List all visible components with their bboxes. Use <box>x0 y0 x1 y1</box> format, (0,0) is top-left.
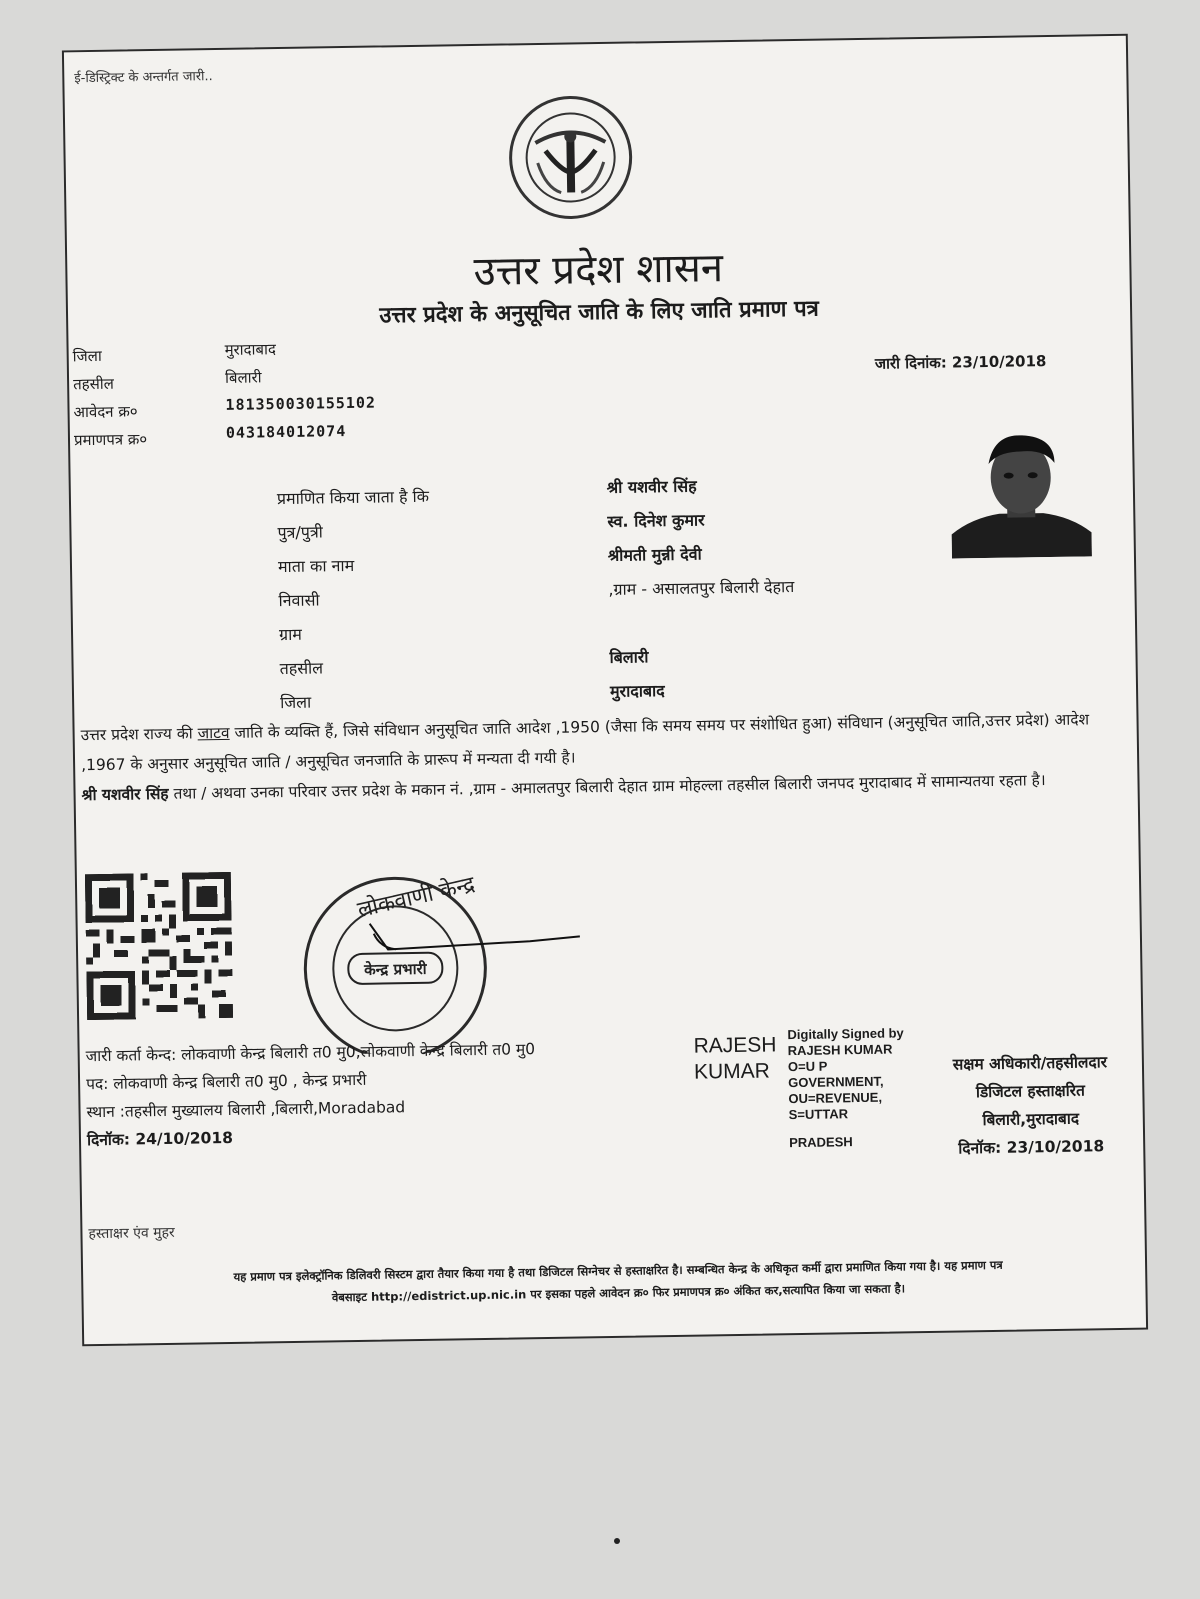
field-value-mother: श्रीमती मुन्नी देवी <box>607 544 702 565</box>
meta-label-certificate-no: प्रमाणपत्र क्र० <box>73 430 148 450</box>
issuer-place: स्थान :तहसील मुख्यालय बिलारी ,बिलारी,Moradabad <box>86 1098 406 1122</box>
field-value-name: श्री यशवीर सिंह <box>606 476 697 497</box>
officer-title: सक्षम अधिकारी/तहसीलदार <box>952 1053 1108 1074</box>
field-label-district: जिला <box>280 692 312 713</box>
meta-value-district: मुरादाबाद <box>224 340 277 359</box>
issuer-date: दिनॉक: 24/10/2018 <box>86 1128 234 1150</box>
officer-place: बिलारी,मुरादाबाद <box>982 1109 1080 1130</box>
digital-sign-details: Digitally Signed by RAJESH KUMAR O=U P GOVERNMENT, OU=REVENUE, S=UTTAR PRADESH <box>787 1025 904 1151</box>
meta-label-application-no: आवेदन क्र० <box>73 402 138 422</box>
meta-label-district: जिला <box>72 346 102 366</box>
field-label-son-daughter: पुत्र/पुत्री <box>277 522 324 543</box>
up-government-emblem-icon <box>505 91 637 223</box>
field-label-resident: निवासी <box>278 590 320 611</box>
meta-value-certificate-no: 043184012074 <box>225 422 347 442</box>
issuer-post: पद: लोकवाणी केन्द्र बिलारी त0 मु0 , केन्द्र प्रभारी <box>85 1070 367 1094</box>
signer-name-line1: RAJESH <box>693 1033 777 1058</box>
field-value-resident: ,ग्राम - असालतपुर बिलारी देहात <box>608 577 795 599</box>
officer-date: दिनॉक: 23/10/2018 <box>958 1137 1105 1158</box>
meta-label-tehsil: तहसील <box>72 374 114 394</box>
qr-code-icon <box>85 872 233 1020</box>
issuer-center: जारी कर्ता केन्द: लोकवाणी केन्द्र बिलारी त0 मु0,लोकवाणी केन्द्र बिलारी त0 मु0 <box>85 1040 536 1066</box>
issue-date: जारी दिनांक: 23/10/2018 <box>874 352 1047 373</box>
field-value-tehsil: बिलारी <box>609 647 649 667</box>
officer-digital-sign: डिजिटल हस्ताक्षरित <box>975 1081 1085 1102</box>
signature-label: हस्ताक्षर एंव मुहर <box>88 1224 175 1243</box>
field-label-tehsil: तहसील <box>279 658 324 679</box>
field-label-certified: प्रमाणित किया जाता है कि <box>276 486 430 509</box>
field-label-village: ग्राम <box>278 624 302 645</box>
certificate-paper <box>62 34 1148 1347</box>
field-value-district: मुरादाबाद <box>609 681 665 701</box>
applicant-photo <box>950 432 1092 558</box>
document-subtitle: उत्तर प्रदेश के अनुसूचित जाति के लिए जाति प्रमाण पत्र <box>379 295 819 329</box>
stray-dot <box>614 1538 620 1544</box>
signer-name-line2: KUMAR <box>693 1059 771 1084</box>
footer-note: यह प्रमाण पत्र इलेक्ट्रॉनिक डिलिवरी सिस्टम द्वारा तैयार किया गया है तथा डिजिटल सिग्नेचर से हस्ताक्षरित है। सम्बन्धित केन्द्र के अधिकृत कर्मी द्वारा प्रमाणित किया गया है। यह प्रमाण पत्र वेबसाइट http://edistrict.up.nic.in पर इसका पहले आवेदन क्र० फिर प्रमाणपत्र क्र० अंकित कर,सत्यापित किया जा सकता है। <box>233 1257 1003 1305</box>
body-paragraph-1: उत्तर प्रदेश राज्य की जाटव जाति के व्यक्ति हैं, जिसे संविधान अनुसूचित जाति आदेश ,1950 (जैसा कि समय समय पर संशोधित हुआ) संविधान (अनुसूचित जाति,उत्तर प्रदेश) आदेश ,1967 के अनुसार अनुसूचित जाति / अनुसूचित जनजाति के प्रारूप में मन्यता दी गयी है। <box>80 710 1090 775</box>
meta-value-tehsil: बिलारी <box>224 368 262 387</box>
lokvani-seal-stamp <box>299 870 592 1055</box>
body-applicant-name: श्री यशवीर सिंह <box>81 784 169 805</box>
meta-value-application-no: 181350030155102 <box>225 393 377 414</box>
header-note: ई-डिस्ट्रिक्ट के अन्तर्गत जारी.. <box>74 69 213 87</box>
body-paragraph-2: श्री यशवीर सिंह तथा / अथवा उनका परिवार उत्तर प्रदेश के मकान नं. ,ग्राम - अमालतपुर बिलारी देहात ग्राम मोहल्ला तहसील बिलारी जनपद मुरादाबाद में सामान्यतया रहता है। <box>81 771 1046 805</box>
caste-name: जाटव <box>197 723 230 743</box>
field-value-father: स्व. दिनेश कुमार <box>607 510 705 531</box>
document-title: उत्तर प्रदेश शासन <box>473 245 724 296</box>
svg-text:लोकवाणी केन्द्र: लोकवाणी केन्द्र <box>355 872 478 924</box>
svg-text:केन्द्र प्रभारी: केन्द्र प्रभारी <box>364 959 427 979</box>
field-label-mother: माता का नाम <box>277 555 355 577</box>
